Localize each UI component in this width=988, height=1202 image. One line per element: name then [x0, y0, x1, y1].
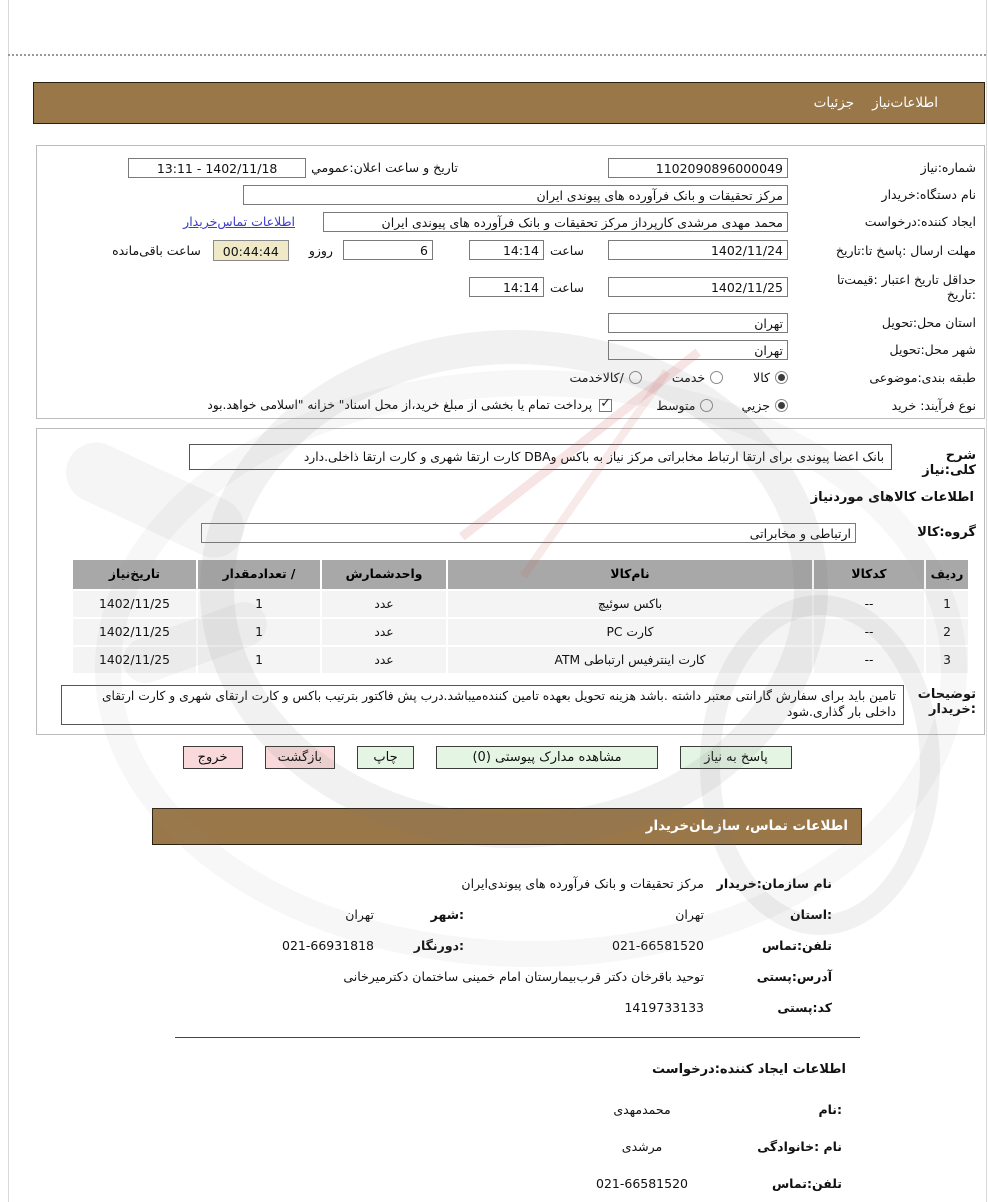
goods-group-field[interactable]: ارتباطی و مخابراتی: [201, 523, 856, 543]
radio-partial-icon[interactable]: [775, 399, 788, 412]
view-attachments-button[interactable]: مشاهده مدارک پیوستی (0): [436, 746, 658, 769]
category-option-goods-service[interactable]: /کالاخدمت: [569, 370, 641, 385]
tab-need-info[interactable]: اطلاعات‌نیاز: [872, 95, 938, 111]
goods-table-header: [77, 560, 968, 589]
org-province-value: تهران: [675, 907, 704, 922]
org-phone-row: [152, 930, 832, 961]
price-validity-time-field[interactable]: 14:14: [469, 277, 544, 297]
exit-button[interactable]: خروج: [183, 746, 243, 769]
org-fax-label: :دورنگار: [413, 938, 464, 953]
process-type-row: [37, 391, 984, 419]
main-tab-bar: [33, 82, 985, 124]
need-number-field[interactable]: 1102090896000049: [608, 158, 788, 178]
buyer-notes-label: توضیحات :خریدار: [917, 687, 976, 717]
buyer-org-label: نام دستگاه:خریدار: [881, 187, 976, 202]
need-number-label: شماره:نیاز: [920, 160, 976, 175]
reply-deadline-date-field[interactable]: 1402/11/24: [608, 240, 788, 260]
col-quantity: / تعدادمقدار: [198, 560, 320, 589]
org-province-label: :استان: [789, 907, 832, 922]
remaining-days-field[interactable]: 6: [343, 240, 433, 260]
need-description-row: [37, 441, 984, 478]
org-address-value: توحید باقرخان دکتر قرب‌بیمارستان امام خمینی ساختمان دکترمیرخانی: [343, 969, 704, 984]
price-validity-date-field[interactable]: 1402/11/25: [608, 277, 788, 297]
request-creator-info-heading: اطلاعات ایجاد کننده:درخواست: [652, 1062, 846, 1077]
creator-phone-value: 021-66581520: [596, 1176, 688, 1191]
col-need-date: تاریخ‌نیاز: [73, 560, 196, 589]
col-row-number: ردیف: [926, 560, 968, 589]
buyer-org-row: [37, 181, 984, 208]
buyer-org-field[interactable]: مرکز تحقیقات و بانک فرآورده های پیوندی ایران: [243, 185, 788, 205]
org-contact-section: [152, 862, 862, 1202]
process-option-partial[interactable]: جزیي: [741, 398, 788, 413]
creator-first-name-value: محمدمهدی: [613, 1102, 671, 1117]
process-type-label: نوع فرآیند: خرید: [891, 397, 976, 413]
radio-service-icon[interactable]: [710, 371, 723, 384]
announce-datetime-field[interactable]: 1402/11/18 - 13:11: [128, 158, 306, 178]
announce-datetime-label: تاریخ و ساعت اعلان:عمومي: [311, 160, 458, 175]
creator-phone-label: تلفن:تماس: [771, 1176, 842, 1191]
org-address-row: [152, 961, 832, 992]
subject-category-row: [37, 363, 984, 391]
delivery-city-label: شهر محل:تحویل: [889, 342, 976, 357]
org-location-row: [152, 899, 832, 930]
creator-first-name-label: :نام: [818, 1102, 842, 1117]
creator-last-name-value: مرشدی: [621, 1139, 663, 1154]
price-validity-label: حداقل تاریخ اعتبار :قیمت‌تا :تاریخ: [836, 272, 976, 302]
reply-to-need-button[interactable]: پاسخ به نیاز: [680, 746, 792, 769]
need-number-row: [37, 154, 984, 181]
creator-first-name-row: [152, 1091, 842, 1128]
goods-group-row: [37, 519, 984, 546]
validity-hour-label: ساعت: [549, 279, 584, 295]
delivery-province-label: استان محل:تحویل: [881, 315, 976, 330]
radio-goods-icon[interactable]: [775, 371, 788, 384]
radio-medium-icon[interactable]: [700, 399, 713, 412]
org-city-label: :شهر: [430, 907, 464, 922]
org-name-label: نام سازمان:خریدار: [716, 876, 832, 891]
tab-details[interactable]: جزئیات: [813, 95, 855, 111]
col-goods-name: نام‌کالا: [448, 560, 812, 589]
delivery-province-field[interactable]: تهران: [608, 313, 788, 333]
deadline-hour-label: ساعت: [549, 242, 584, 258]
days-label: روزو: [308, 242, 333, 258]
creator-last-name-row: [152, 1128, 842, 1165]
print-button[interactable]: چاپ: [357, 746, 414, 769]
buyer-notes-box: تامین باید برای سفارش گارانتی معتبر داشته .باشد هزینه تحویل بعهده تامین کننده‌میباشد.درب پش فاکتور بترتیب باکس و کارت ارتقای شهری و کارت ارتقای داخلی بار گذاری.شود: [61, 685, 904, 725]
countdown-timer: 00:44:44: [213, 240, 289, 261]
treasury-payment-checkbox[interactable]: [599, 399, 612, 412]
reply-deadline-row: [37, 235, 984, 265]
org-contact-title-bar: اطلاعات تماس، سازمان‌خریدار: [152, 808, 862, 845]
table-row: 2 -- کارت PC عدد 1 1402/11/25: [77, 619, 968, 645]
treasury-payment-note: پرداخت تمام یا بخشی از مبلغ خرید،از محل اسناد" خزانه "اسلامی خواهد.بود: [207, 398, 593, 412]
request-creator-field[interactable]: محمد مهدی مرشدی کارپرداز مرکز تحقیقات و بانک فرآورده های پیوندی ایران: [323, 212, 788, 232]
col-unit: واحدشمارش: [322, 560, 446, 589]
org-city-value: تهران: [345, 907, 374, 922]
org-phone-value: 021-66581520: [612, 938, 704, 953]
price-validity-row: [37, 265, 984, 309]
org-postal-row: [152, 992, 832, 1023]
delivery-city-field[interactable]: تهران: [608, 340, 788, 360]
org-name-row: [152, 868, 832, 899]
delivery-province-row: [37, 309, 984, 336]
need-summary-panel: [36, 145, 985, 419]
process-option-medium[interactable]: متوسط: [656, 398, 713, 413]
request-creator-label: ایجاد کننده:درخواست: [864, 214, 976, 229]
category-option-goods[interactable]: کالا: [753, 370, 788, 385]
countdown-label: ساعت باقی‌مانده: [112, 242, 201, 258]
org-fax-value: 021-66931818: [282, 938, 374, 953]
org-address-label: آدرس:پستی: [756, 969, 832, 984]
need-description-label: شرح کلی:نیاز: [922, 448, 976, 478]
reply-deadline-label: مهلت ارسال :پاسخ تا:تاریخ: [835, 242, 976, 258]
col-goods-code: کدکالا: [814, 560, 924, 589]
radio-goods-service-icon[interactable]: [629, 371, 642, 384]
need-description-box: بانک اعضا پیوندی برای ارتقا ارتباط مخابراتی مرکز نیاز به باکس وDBA کارت ارتقا شهری و کارت ارتقا ذاخلی.دارد: [189, 444, 892, 470]
subject-category-label: طبقه بندی:موضوعی: [869, 369, 976, 385]
reply-deadline-time-field[interactable]: 14:14: [469, 240, 544, 260]
delivery-city-row: [37, 336, 984, 363]
creator-last-name-label: نام :خانوادگی: [757, 1139, 842, 1154]
table-row: 3 -- کارت اینترفیس ارتباطی ATM عدد 1 1402/11/25: [77, 647, 968, 673]
org-postal-value: 1419733133: [624, 1000, 704, 1015]
table-row: 1 -- باکس سوئیچ عدد 1 1402/11/25: [77, 591, 968, 617]
goods-group-label: گروه:کالا: [917, 525, 976, 540]
org-phone-label: تلفن:تماس: [761, 938, 832, 953]
need-detail-panel: [36, 428, 985, 735]
creator-phone-row: [152, 1165, 842, 1202]
category-option-service[interactable]: خدمت: [672, 370, 723, 385]
goods-info-heading: اطلاعات کالاهای موردنیاز: [810, 490, 974, 505]
request-creator-row: [37, 208, 984, 235]
buyer-notes-row: [37, 685, 984, 731]
buyer-contact-link[interactable]: اطلاعات تماس‌خریدار: [183, 214, 295, 229]
section-divider: [175, 1037, 860, 1038]
org-name-value: مرکز تحقیقات و بانک فرآورده های پیوندی‌ایران: [461, 876, 704, 891]
action-button-row: [183, 746, 792, 769]
back-button[interactable]: بازگشت: [265, 746, 335, 769]
org-postal-label: کد:پستی: [777, 1000, 832, 1015]
goods-table: [77, 560, 968, 673]
